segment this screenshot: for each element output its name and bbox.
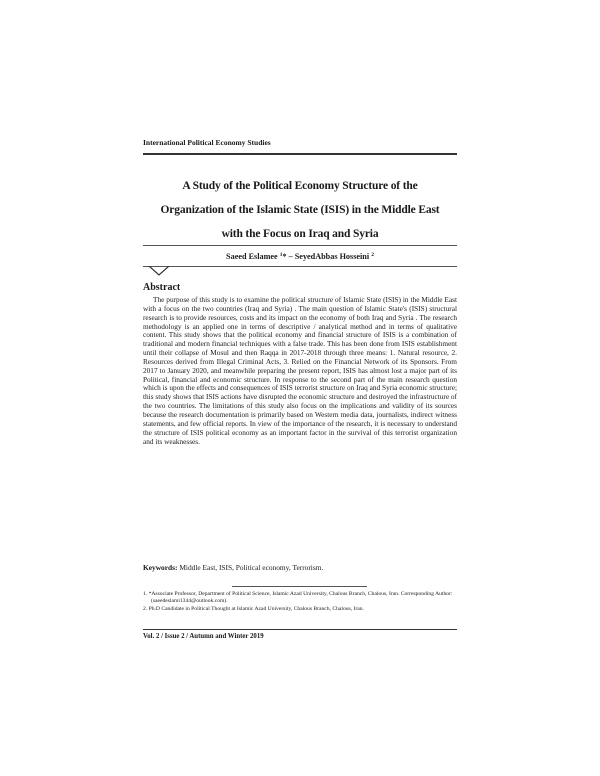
- paper-title: [143, 174, 457, 246]
- title-line: Organization of the Islamic State (ISIS) in the Middle East: [160, 204, 440, 216]
- journal-name: International Political Economy Studies: [143, 138, 271, 147]
- header-rule: [143, 153, 457, 155]
- footnote: 1. *Associate Professor, Department of Political Science, Islamic Azad University, Chalous Branch, Chalous, Iran. Corresponding Author: (saeedeslami1344@outlook.com).: [143, 591, 453, 605]
- abstract-heading: Abstract: [143, 282, 181, 293]
- author-name: SeyedAbbas Hosseini: [294, 252, 370, 261]
- footnotes: [143, 591, 457, 614]
- keywords-label: Keywords:: [143, 563, 178, 572]
- title-rule: [143, 245, 457, 246]
- corresponding-mark: * –: [282, 252, 295, 261]
- abstract-text: The purpose of this study is to examine the political structure of Islamic State (ISIS) in the Middle East with a focus on the two countries (Iraq and Syria) . The main question of Islamic State's (ISIS) structural research is to provide resources, costs and its impact on the economy of both Iraq and Syria . The research methodology is an applied one in terms of descriptive / analytical method and in terms of qualitative content. This study shows that the political economy and financial structure of ISIS is a combination of traditional and modern financial techniques with a false trade. This has been done from ISIS establishment until their collapse of Mosul and then Raqqa in 2017-2018 through three means: 1. Natural resource, 2. Resources derived from Illegal Criminal Acts, 3. Relied on the Financial Network of its Sponsors. From 2017 to January 2020, and meanwhile preparing the present report, ISIS has almost lost a major part of its Political, financial and economic structure. In response to the second part of the main research question which is upon the effects and consequences of ISIS terrorist structure on Iraq and Syria economic structure; this study shows that ISIS actions have disrupted the economic structure and destroyed the infrastructure of the two countries. The limitations of this study also focus on the implications and validity of its sources because the research documentation is primarily based on Western media data, journalists, indirect witness statements, and few official reports. In view of the importance of the research, it is necessary to understand the structure of ISIS political economy as an important factor in the survival of this terrorist organization and its weaknesses.: [143, 295, 457, 446]
- title-line: with the Focus on Iraq and Syria: [221, 228, 379, 240]
- issue-info: Vol. 2 / Issue 2 / Autumn and Winter 2019: [143, 633, 264, 640]
- footnote-rule: [232, 586, 367, 587]
- affiliation-mark: 1: [279, 252, 283, 258]
- title-line: A Study of the Political Economy Structure of the: [182, 180, 418, 192]
- author-line: [143, 252, 457, 261]
- keywords: [143, 563, 457, 572]
- chevron-down-icon: [148, 266, 170, 276]
- footnote: 2. Ph.D Candidate in Political Thought at Islamic Azad University, Chalous Branch, Chalous, Iran.: [143, 606, 364, 613]
- author-name: Saeed Eslamee: [226, 252, 278, 261]
- authors-rule: [143, 266, 457, 267]
- affiliation-mark: 2: [371, 252, 374, 258]
- keywords-list: Middle East, ISIS, Political economy, Terrorism.: [177, 563, 324, 572]
- footer-rule: [143, 629, 457, 630]
